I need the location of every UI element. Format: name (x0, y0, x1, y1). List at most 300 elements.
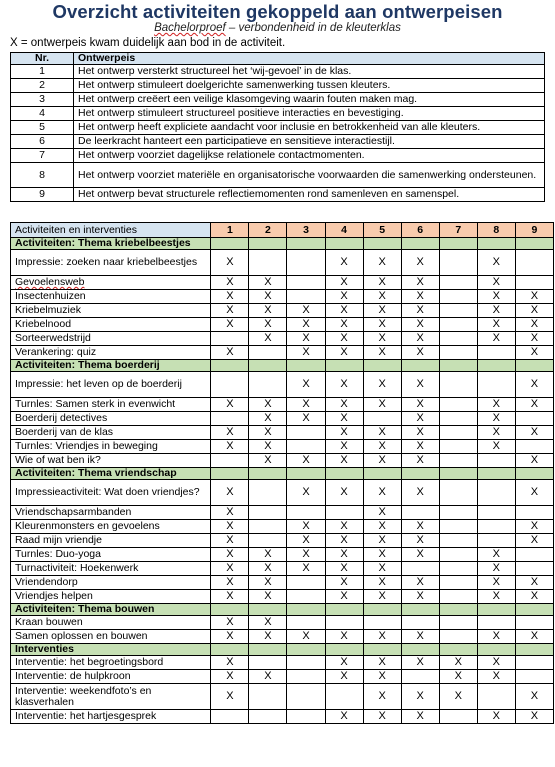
mark-cell-9 (515, 250, 553, 276)
principle-number: 3 (11, 93, 74, 107)
section-cell (249, 238, 287, 250)
mark-cell-6: X (401, 398, 439, 412)
mark-cell-6: X (401, 440, 439, 454)
activity-label (11, 520, 211, 534)
activity-label (11, 710, 211, 724)
mark-cell-4: X (325, 656, 363, 670)
principle-text: Het ontwerp stimuleert doelgerichte samenwerking tussen kleuters. (74, 79, 545, 93)
mark-cell-1 (211, 332, 249, 346)
mark-cell-3 (287, 670, 325, 684)
mark-cell-5: X (363, 710, 401, 724)
mark-cell-3: X (287, 480, 325, 506)
mark-cell-4: X (325, 440, 363, 454)
activity-label (11, 480, 211, 506)
mark-cell-8: X (477, 250, 515, 276)
mark-cell-6 (401, 670, 439, 684)
mark-cell-3: X (287, 548, 325, 562)
mark-cell-1: X (211, 684, 249, 710)
mark-cell-6 (401, 562, 439, 576)
section-cell (401, 360, 439, 372)
principle-row (11, 163, 545, 188)
mark-cell-2: X (249, 616, 287, 630)
section-cell (287, 360, 325, 372)
column-header-1: 1 (211, 223, 249, 238)
section-title: Activiteiten: Thema kriebelbeestjes (11, 238, 211, 250)
section-header-row (11, 238, 554, 250)
mark-cell-7 (439, 346, 477, 360)
section-cell (325, 468, 363, 480)
column-header-4: 4 (325, 223, 363, 238)
mark-cell-7 (439, 372, 477, 398)
mark-cell-8: X (477, 276, 515, 290)
subtitle-prefix: Bachelorproef (154, 22, 226, 34)
activity-label-text: Impressie: zoeken naar kriebelbeestjes (15, 256, 198, 268)
mark-cell-4: X (325, 318, 363, 332)
mark-cell-1: X (211, 616, 249, 630)
mark-cell-2: X (249, 398, 287, 412)
mark-cell-4: X (325, 332, 363, 346)
mark-cell-7 (439, 520, 477, 534)
activity-label-text: Sorteerwedstrijd (15, 332, 91, 344)
activity-row (11, 346, 554, 360)
mark-cell-4: X (325, 454, 363, 468)
mark-cell-9: X (515, 372, 553, 398)
activity-row (11, 656, 554, 670)
activity-row (11, 684, 554, 710)
section-cell (211, 644, 249, 656)
mark-cell-9 (515, 548, 553, 562)
mark-cell-8 (477, 346, 515, 360)
mark-cell-7 (439, 590, 477, 604)
mark-cell-4: X (325, 290, 363, 304)
principle-number: 2 (11, 79, 74, 93)
principle-row (11, 188, 545, 202)
mark-cell-5: X (363, 534, 401, 548)
mark-cell-4: X (325, 562, 363, 576)
activity-label (11, 372, 211, 398)
mark-cell-3: X (287, 630, 325, 644)
mark-cell-5: X (363, 684, 401, 710)
mark-cell-3: X (287, 346, 325, 360)
mark-cell-2: X (249, 562, 287, 576)
mark-cell-3: X (287, 398, 325, 412)
section-cell (401, 238, 439, 250)
mark-cell-8: X (477, 290, 515, 304)
section-cell (363, 238, 401, 250)
mark-cell-1: X (211, 250, 249, 276)
mark-cell-3: X (287, 454, 325, 468)
mark-cell-3 (287, 506, 325, 520)
activity-label (11, 290, 211, 304)
mark-cell-4: X (325, 630, 363, 644)
mark-cell-3 (287, 250, 325, 276)
section-cell (325, 238, 363, 250)
mark-cell-1 (211, 412, 249, 426)
activity-label-text: Vriendendorp (15, 576, 78, 588)
mark-cell-3 (287, 684, 325, 710)
mark-cell-6 (401, 506, 439, 520)
mark-cell-4: X (325, 576, 363, 590)
section-cell (515, 238, 553, 250)
mark-cell-4 (325, 506, 363, 520)
mark-cell-5: X (363, 372, 401, 398)
mark-cell-4: X (325, 548, 363, 562)
activity-label (11, 684, 211, 710)
mark-cell-5: X (363, 426, 401, 440)
header-activities: Activiteiten en interventies (11, 223, 211, 238)
principle-text: Het ontwerp stimuleert structureel positieve interacties en bevestiging. (74, 107, 545, 121)
mark-cell-6: X (401, 548, 439, 562)
mark-cell-5: X (363, 480, 401, 506)
mark-cell-9 (515, 276, 553, 290)
activity-label-text: Interventie: de hulpkroon (15, 670, 131, 682)
mark-cell-7 (439, 304, 477, 318)
mark-cell-1 (211, 372, 249, 398)
section-cell (363, 644, 401, 656)
mark-cell-4: X (325, 520, 363, 534)
activity-row (11, 440, 554, 454)
section-cell (211, 360, 249, 372)
activity-label-text: Kriebelmuziek (15, 304, 81, 316)
mark-cell-1: X (211, 630, 249, 644)
principle-number: 4 (11, 107, 74, 121)
mark-cell-3 (287, 440, 325, 454)
mark-cell-2: X (249, 426, 287, 440)
mark-cell-5: X (363, 520, 401, 534)
section-cell (439, 604, 477, 616)
mark-cell-8: X (477, 710, 515, 724)
mark-cell-5: X (363, 290, 401, 304)
section-title: Interventies (11, 644, 211, 656)
section-cell (211, 468, 249, 480)
section-cell (439, 644, 477, 656)
activity-row (11, 332, 554, 346)
mark-cell-6: X (401, 534, 439, 548)
section-cell (515, 604, 553, 616)
mark-cell-9: X (515, 318, 553, 332)
mark-cell-8 (477, 480, 515, 506)
mark-cell-2: X (249, 454, 287, 468)
mark-cell-2: X (249, 332, 287, 346)
mark-cell-5: X (363, 656, 401, 670)
mark-cell-6: X (401, 276, 439, 290)
column-header-3: 3 (287, 223, 325, 238)
principle-row (11, 93, 545, 107)
mark-cell-2: X (249, 318, 287, 332)
mark-cell-9 (515, 656, 553, 670)
mark-cell-8: X (477, 548, 515, 562)
mark-cell-7 (439, 534, 477, 548)
mark-cell-4: X (325, 710, 363, 724)
mark-cell-5: X (363, 398, 401, 412)
mark-cell-2 (249, 480, 287, 506)
activity-label (11, 548, 211, 562)
mark-cell-3: X (287, 318, 325, 332)
activity-label-text: Samen oplossen en bouwen (15, 630, 148, 642)
mark-cell-9: X (515, 454, 553, 468)
activity-label-text: Vriendschapsarmbanden (15, 506, 132, 518)
mark-cell-3: X (287, 372, 325, 398)
mark-cell-9: X (515, 534, 553, 548)
section-cell (287, 604, 325, 616)
activity-label (11, 670, 211, 684)
section-cell (439, 468, 477, 480)
mark-cell-8 (477, 454, 515, 468)
principle-number: 9 (11, 188, 74, 202)
mark-cell-2 (249, 710, 287, 724)
activity-row (11, 454, 554, 468)
mark-cell-5: X (363, 250, 401, 276)
activity-row (11, 304, 554, 318)
mark-cell-6: X (401, 656, 439, 670)
activity-row (11, 590, 554, 604)
mark-cell-8: X (477, 332, 515, 346)
page-title: Overzicht activiteiten gekoppeld aan ontwerpeisen (52, 1, 503, 22)
mark-cell-1: X (211, 670, 249, 684)
design-principles-table (10, 52, 545, 202)
activity-row (11, 426, 554, 440)
mark-cell-3 (287, 616, 325, 630)
activity-label (11, 346, 211, 360)
section-cell (249, 644, 287, 656)
mark-cell-9: X (515, 520, 553, 534)
activity-label (11, 276, 211, 290)
mark-cell-8: X (477, 590, 515, 604)
mark-cell-7 (439, 250, 477, 276)
mark-cell-7 (439, 710, 477, 724)
section-header-row (11, 360, 554, 372)
mark-cell-1: X (211, 318, 249, 332)
mark-cell-7 (439, 548, 477, 562)
mark-cell-2: X (249, 412, 287, 426)
principle-row (11, 107, 545, 121)
mark-cell-2: X (249, 670, 287, 684)
mark-cell-4: X (325, 412, 363, 426)
section-cell (401, 604, 439, 616)
mark-cell-4: X (325, 250, 363, 276)
mark-cell-4 (325, 684, 363, 710)
section-cell (325, 360, 363, 372)
legend-text: X = ontwerpeis kwam duidelijk aan bod in de activiteit. (10, 37, 286, 49)
activity-row (11, 616, 554, 630)
mark-cell-7 (439, 576, 477, 590)
mark-cell-5: X (363, 276, 401, 290)
mark-cell-9: X (515, 332, 553, 346)
mark-cell-7 (439, 562, 477, 576)
mark-cell-4: X (325, 276, 363, 290)
principle-number: 7 (11, 149, 74, 163)
mark-cell-2: X (249, 440, 287, 454)
activity-label (11, 506, 211, 520)
mark-cell-4: X (325, 426, 363, 440)
mark-cell-2 (249, 520, 287, 534)
mark-cell-7 (439, 506, 477, 520)
section-cell (515, 360, 553, 372)
mark-cell-4: X (325, 346, 363, 360)
mark-cell-8 (477, 684, 515, 710)
mark-cell-1: X (211, 290, 249, 304)
mark-cell-8 (477, 534, 515, 548)
mark-cell-5: X (363, 576, 401, 590)
mark-cell-7 (439, 616, 477, 630)
activity-label (11, 454, 211, 468)
mark-cell-1 (211, 710, 249, 724)
mark-cell-6: X (401, 304, 439, 318)
mark-cell-5: X (363, 562, 401, 576)
mark-cell-8: X (477, 398, 515, 412)
mark-cell-3: X (287, 332, 325, 346)
activity-row (11, 534, 554, 548)
mark-cell-6: X (401, 520, 439, 534)
activity-row (11, 506, 554, 520)
activity-row (11, 276, 554, 290)
mark-cell-6: X (401, 250, 439, 276)
mark-cell-3 (287, 656, 325, 670)
mark-cell-3 (287, 276, 325, 290)
activity-label (11, 576, 211, 590)
activity-label-text: Interventie: weekendfoto’s en klasverhalen (15, 684, 152, 708)
mark-cell-6: X (401, 318, 439, 332)
mark-cell-1: X (211, 656, 249, 670)
section-cell (363, 360, 401, 372)
activity-label (11, 412, 211, 426)
mark-cell-2 (249, 346, 287, 360)
mark-cell-3: X (287, 562, 325, 576)
mark-cell-8: X (477, 670, 515, 684)
mark-cell-3 (287, 710, 325, 724)
section-cell (439, 238, 477, 250)
activity-label-text: Boerderij van de klas (15, 426, 114, 438)
activity-label (11, 318, 211, 332)
activity-label-text: Interventie: het hartjesgesprek (15, 710, 157, 722)
mark-cell-8 (477, 520, 515, 534)
activity-label-text: Turnactiviteit: Hoekenwerk (15, 562, 139, 574)
mark-cell-1: X (211, 346, 249, 360)
mark-cell-2: X (249, 590, 287, 604)
principle-row (11, 121, 545, 135)
activity-label-text: Kraan bouwen (15, 616, 83, 628)
activity-label (11, 332, 211, 346)
section-cell (439, 360, 477, 372)
mark-cell-3: X (287, 412, 325, 426)
mark-cell-8: X (477, 656, 515, 670)
mark-cell-6: X (401, 332, 439, 346)
mark-cell-2: X (249, 290, 287, 304)
activity-row (11, 670, 554, 684)
activity-label (11, 398, 211, 412)
mark-cell-8 (477, 616, 515, 630)
column-header-2: 2 (249, 223, 287, 238)
mark-cell-2 (249, 534, 287, 548)
mark-cell-8: X (477, 630, 515, 644)
activity-row (11, 548, 554, 562)
section-cell (249, 468, 287, 480)
mark-cell-7 (439, 318, 477, 332)
principle-text: Het ontwerp voorziet dagelijkse relationele contactmomenten. (74, 149, 545, 163)
principle-text: Het ontwerp versterkt structureel het ‘wij-gevoel’ in de klas. (74, 65, 545, 79)
mark-cell-9: X (515, 480, 553, 506)
activity-label-text: Wie of wat ben ik? (15, 454, 101, 466)
section-cell (287, 644, 325, 656)
activity-label (11, 630, 211, 644)
principle-number: 8 (11, 163, 74, 188)
column-header-8: 8 (477, 223, 515, 238)
mark-cell-6: X (401, 454, 439, 468)
header-ontwerpeis: Ontwerpeis (74, 53, 545, 65)
mark-cell-1: X (211, 440, 249, 454)
mark-cell-6: X (401, 346, 439, 360)
activity-label (11, 590, 211, 604)
mark-cell-9 (515, 670, 553, 684)
section-cell (287, 238, 325, 250)
mark-cell-9 (515, 506, 553, 520)
mark-cell-4: X (325, 670, 363, 684)
page-subtitle (0, 22, 555, 34)
section-cell (363, 468, 401, 480)
activity-row (11, 290, 554, 304)
activity-row (11, 372, 554, 398)
mark-cell-7: X (439, 656, 477, 670)
mark-cell-6: X (401, 412, 439, 426)
mark-cell-5 (363, 412, 401, 426)
principle-text: Het ontwerp creëert een veilige klasomgeving waarin fouten maken mag. (74, 93, 545, 107)
principle-number: 6 (11, 135, 74, 149)
activity-label-text: Impressieactiviteit: Wat doen vriendjes? (15, 486, 200, 498)
mark-cell-7 (439, 440, 477, 454)
mark-cell-5: X (363, 454, 401, 468)
section-cell (325, 644, 363, 656)
section-header-row (11, 468, 554, 480)
mark-cell-9: X (515, 590, 553, 604)
mark-cell-7: X (439, 670, 477, 684)
mark-cell-9: X (515, 426, 553, 440)
mark-cell-4: X (325, 304, 363, 318)
mark-cell-6: X (401, 684, 439, 710)
column-header-5: 5 (363, 223, 401, 238)
mark-cell-5: X (363, 548, 401, 562)
mark-cell-5: X (363, 590, 401, 604)
mark-cell-6: X (401, 426, 439, 440)
mark-cell-8 (477, 372, 515, 398)
section-title: Activiteiten: Thema bouwen (11, 604, 211, 616)
principle-text: Het ontwerp bevat structurele reflectiemomenten rond samenleven en samenspel. (74, 188, 545, 202)
activity-row (11, 250, 554, 276)
mark-cell-5: X (363, 304, 401, 318)
section-cell (515, 468, 553, 480)
mark-cell-5: X (363, 318, 401, 332)
mark-cell-2 (249, 656, 287, 670)
mark-cell-3: X (287, 520, 325, 534)
section-cell (477, 644, 515, 656)
mark-cell-1: X (211, 534, 249, 548)
mark-cell-9: X (515, 304, 553, 318)
mark-cell-6: X (401, 372, 439, 398)
mark-cell-1: X (211, 506, 249, 520)
activity-label-text: Raad mijn vriendje (15, 534, 102, 546)
mark-cell-6: X (401, 480, 439, 506)
activity-label (11, 656, 211, 670)
activity-label-text: Vriendjes helpen (15, 590, 93, 602)
mark-cell-9: X (515, 630, 553, 644)
column-header-9: 9 (515, 223, 553, 238)
principle-text: Het ontwerp heeft expliciete aandacht voor inclusie en betrokkenheid van alle kleuters. (74, 121, 545, 135)
section-cell (515, 644, 553, 656)
activity-label-text: Gevoelensweb (15, 276, 85, 288)
activity-label (11, 304, 211, 318)
section-header-row (11, 644, 554, 656)
mark-cell-8: X (477, 412, 515, 426)
activity-row (11, 480, 554, 506)
